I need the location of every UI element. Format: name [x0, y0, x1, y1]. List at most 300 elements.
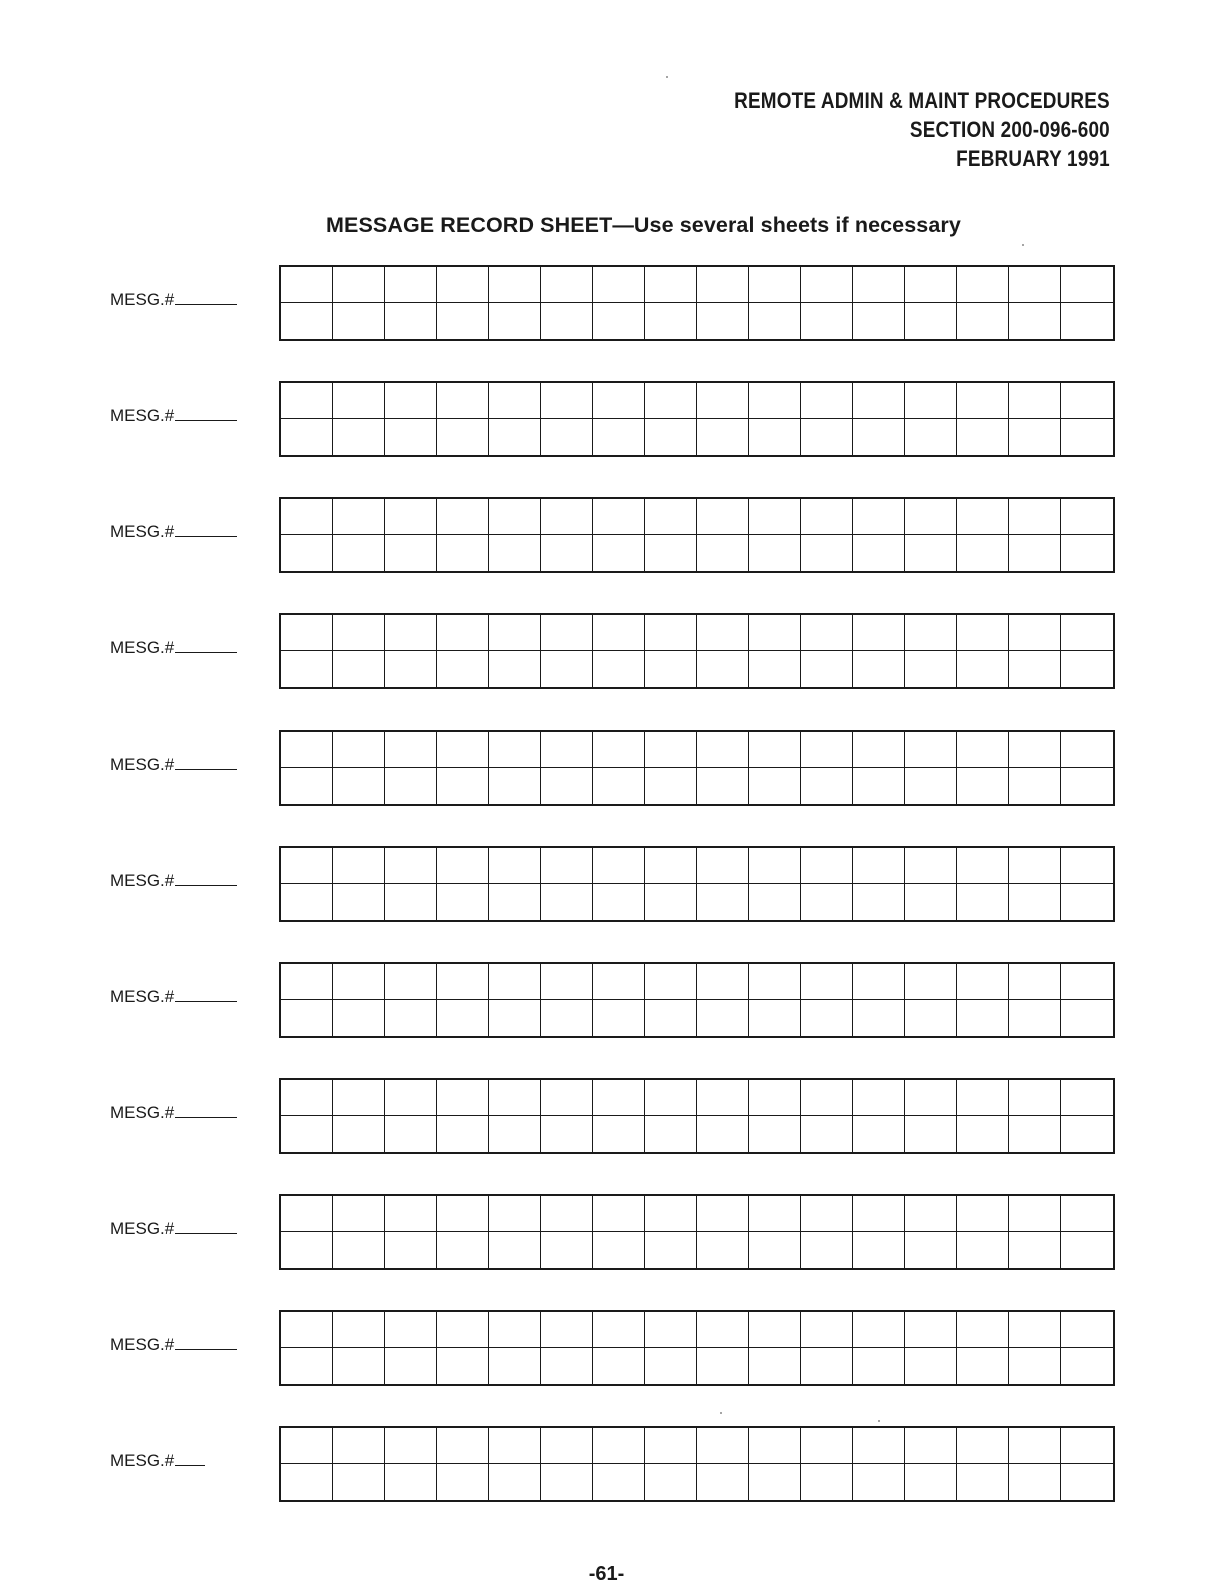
grid-cell[interactable]: [437, 1196, 489, 1232]
grid-cell[interactable]: [801, 419, 853, 455]
grid-cell[interactable]: [749, 1196, 801, 1232]
grid-cell[interactable]: [645, 267, 697, 303]
mesg-number-blank[interactable]: [175, 638, 237, 653]
grid-cell[interactable]: [385, 1080, 437, 1116]
grid-cell[interactable]: [645, 1428, 697, 1464]
grid-cell[interactable]: [281, 1312, 333, 1348]
grid-cell[interactable]: [541, 383, 593, 419]
grid-cell[interactable]: [1061, 383, 1113, 419]
grid-cell[interactable]: [1061, 535, 1113, 571]
grid-cell[interactable]: [385, 1232, 437, 1268]
grid-cell[interactable]: [333, 1232, 385, 1268]
grid-cell[interactable]: [489, 1080, 541, 1116]
grid-cell[interactable]: [749, 1312, 801, 1348]
grid-cell[interactable]: [281, 1348, 333, 1384]
grid-cell[interactable]: [801, 1232, 853, 1268]
grid-cell[interactable]: [437, 732, 489, 768]
grid-cell[interactable]: [957, 964, 1009, 1000]
grid-cell[interactable]: [905, 1000, 957, 1036]
grid-cell[interactable]: [957, 303, 1009, 339]
grid-cell[interactable]: [1061, 964, 1113, 1000]
grid-cell[interactable]: [1061, 884, 1113, 920]
grid-cell[interactable]: [697, 1000, 749, 1036]
grid-cell[interactable]: [1009, 1312, 1061, 1348]
grid-cell[interactable]: [645, 1196, 697, 1232]
grid-cell[interactable]: [385, 535, 437, 571]
grid-cell[interactable]: [957, 499, 1009, 535]
grid-cell[interactable]: [957, 535, 1009, 571]
grid-cell[interactable]: [957, 1196, 1009, 1232]
mesg-number-blank[interactable]: [175, 522, 237, 537]
grid-cell[interactable]: [333, 303, 385, 339]
grid-cell[interactable]: [697, 303, 749, 339]
grid-cell[interactable]: [853, 615, 905, 651]
grid-cell[interactable]: [489, 1464, 541, 1500]
grid-cell[interactable]: [1061, 1464, 1113, 1500]
grid-cell[interactable]: [697, 383, 749, 419]
grid-cell[interactable]: [749, 1464, 801, 1500]
grid-cell[interactable]: [1061, 1348, 1113, 1384]
grid-cell[interactable]: [281, 1232, 333, 1268]
grid-cell[interactable]: [1009, 1464, 1061, 1500]
grid-cell[interactable]: [541, 1196, 593, 1232]
grid-cell[interactable]: [385, 1116, 437, 1152]
grid-cell[interactable]: [437, 1116, 489, 1152]
grid-cell[interactable]: [489, 1196, 541, 1232]
grid-cell[interactable]: [749, 1000, 801, 1036]
grid-cell[interactable]: [697, 732, 749, 768]
grid-cell[interactable]: [541, 651, 593, 687]
grid-cell[interactable]: [957, 1312, 1009, 1348]
grid-cell[interactable]: [749, 383, 801, 419]
grid-cell[interactable]: [333, 732, 385, 768]
grid-cell[interactable]: [853, 1232, 905, 1268]
grid-cell[interactable]: [281, 848, 333, 884]
grid-cell[interactable]: [749, 732, 801, 768]
grid-cell[interactable]: [749, 768, 801, 804]
grid-cell[interactable]: [385, 1196, 437, 1232]
grid-cell[interactable]: [853, 732, 905, 768]
grid-cell[interactable]: [541, 535, 593, 571]
grid-cell[interactable]: [1009, 419, 1061, 455]
grid-cell[interactable]: [281, 768, 333, 804]
grid-cell[interactable]: [853, 383, 905, 419]
grid-cell[interactable]: [1061, 1000, 1113, 1036]
grid-cell[interactable]: [333, 848, 385, 884]
grid-cell[interactable]: [645, 1080, 697, 1116]
grid-cell[interactable]: [385, 383, 437, 419]
grid-cell[interactable]: [489, 615, 541, 651]
grid-cell[interactable]: [697, 535, 749, 571]
grid-cell[interactable]: [1009, 303, 1061, 339]
grid-cell[interactable]: [957, 419, 1009, 455]
grid-cell[interactable]: [801, 964, 853, 1000]
grid-cell[interactable]: [697, 419, 749, 455]
grid-cell[interactable]: [697, 1312, 749, 1348]
grid-cell[interactable]: [645, 1348, 697, 1384]
grid-cell[interactable]: [541, 732, 593, 768]
grid-cell[interactable]: [697, 848, 749, 884]
mesg-number-blank[interactable]: [175, 987, 237, 1002]
grid-cell[interactable]: [697, 768, 749, 804]
grid-cell[interactable]: [437, 535, 489, 571]
grid-cell[interactable]: [593, 1312, 645, 1348]
grid-cell[interactable]: [853, 1080, 905, 1116]
grid-cell[interactable]: [957, 267, 1009, 303]
grid-cell[interactable]: [593, 1232, 645, 1268]
grid-cell[interactable]: [437, 615, 489, 651]
grid-cell[interactable]: [957, 615, 1009, 651]
grid-cell[interactable]: [1009, 964, 1061, 1000]
grid-cell[interactable]: [1009, 1080, 1061, 1116]
grid-cell[interactable]: [697, 499, 749, 535]
grid-cell[interactable]: [801, 1464, 853, 1500]
grid-cell[interactable]: [437, 499, 489, 535]
grid-cell[interactable]: [541, 303, 593, 339]
grid-cell[interactable]: [957, 1232, 1009, 1268]
grid-cell[interactable]: [697, 1348, 749, 1384]
grid-cell[interactable]: [749, 651, 801, 687]
grid-cell[interactable]: [905, 1116, 957, 1152]
grid-cell[interactable]: [593, 964, 645, 1000]
grid-cell[interactable]: [801, 1348, 853, 1384]
mesg-number-blank[interactable]: [175, 755, 237, 770]
grid-cell[interactable]: [385, 303, 437, 339]
grid-cell[interactable]: [749, 303, 801, 339]
grid-cell[interactable]: [437, 651, 489, 687]
grid-cell[interactable]: [801, 499, 853, 535]
grid-cell[interactable]: [385, 1348, 437, 1384]
grid-cell[interactable]: [697, 884, 749, 920]
grid-cell[interactable]: [593, 303, 645, 339]
grid-cell[interactable]: [853, 1116, 905, 1152]
grid-cell[interactable]: [593, 1000, 645, 1036]
grid-cell[interactable]: [749, 267, 801, 303]
mesg-number-blank[interactable]: [175, 871, 237, 886]
grid-cell[interactable]: [593, 615, 645, 651]
grid-cell[interactable]: [489, 1428, 541, 1464]
grid-cell[interactable]: [593, 651, 645, 687]
grid-cell[interactable]: [541, 1000, 593, 1036]
grid-cell[interactable]: [1009, 1116, 1061, 1152]
grid-cell[interactable]: [697, 651, 749, 687]
grid-cell[interactable]: [333, 1116, 385, 1152]
grid-cell[interactable]: [1061, 499, 1113, 535]
grid-cell[interactable]: [333, 383, 385, 419]
grid-cell[interactable]: [905, 1348, 957, 1384]
grid-cell[interactable]: [1009, 768, 1061, 804]
grid-cell[interactable]: [281, 964, 333, 1000]
grid-cell[interactable]: [645, 1232, 697, 1268]
grid-cell[interactable]: [801, 383, 853, 419]
grid-cell[interactable]: [1061, 1116, 1113, 1152]
grid-cell[interactable]: [645, 419, 697, 455]
grid-cell[interactable]: [489, 535, 541, 571]
grid-cell[interactable]: [853, 499, 905, 535]
grid-cell[interactable]: [905, 615, 957, 651]
grid-cell[interactable]: [281, 732, 333, 768]
grid-cell[interactable]: [593, 1116, 645, 1152]
grid-cell[interactable]: [957, 1000, 1009, 1036]
grid-cell[interactable]: [645, 884, 697, 920]
grid-cell[interactable]: [1009, 383, 1061, 419]
grid-cell[interactable]: [541, 848, 593, 884]
grid-cell[interactable]: [333, 1000, 385, 1036]
grid-cell[interactable]: [905, 1428, 957, 1464]
grid-cell[interactable]: [333, 1312, 385, 1348]
grid-cell[interactable]: [697, 1232, 749, 1268]
mesg-number-blank[interactable]: [175, 1451, 205, 1466]
grid-cell[interactable]: [905, 884, 957, 920]
grid-cell[interactable]: [437, 1000, 489, 1036]
grid-cell[interactable]: [801, 1080, 853, 1116]
grid-cell[interactable]: [489, 383, 541, 419]
grid-cell[interactable]: [853, 884, 905, 920]
grid-cell[interactable]: [489, 267, 541, 303]
grid-cell[interactable]: [437, 303, 489, 339]
grid-cell[interactable]: [385, 267, 437, 303]
grid-cell[interactable]: [749, 964, 801, 1000]
grid-cell[interactable]: [801, 651, 853, 687]
grid-cell[interactable]: [853, 768, 905, 804]
grid-cell[interactable]: [905, 964, 957, 1000]
grid-cell[interactable]: [385, 884, 437, 920]
grid-cell[interactable]: [489, 1312, 541, 1348]
grid-cell[interactable]: [1061, 1196, 1113, 1232]
grid-cell[interactable]: [697, 1116, 749, 1152]
grid-cell[interactable]: [1061, 303, 1113, 339]
grid-cell[interactable]: [489, 419, 541, 455]
grid-cell[interactable]: [1061, 615, 1113, 651]
grid-cell[interactable]: [749, 615, 801, 651]
grid-cell[interactable]: [1061, 768, 1113, 804]
grid-cell[interactable]: [749, 848, 801, 884]
grid-cell[interactable]: [645, 768, 697, 804]
grid-cell[interactable]: [697, 1196, 749, 1232]
mesg-number-blank[interactable]: [175, 1103, 237, 1118]
grid-cell[interactable]: [697, 964, 749, 1000]
grid-cell[interactable]: [853, 848, 905, 884]
grid-cell[interactable]: [593, 383, 645, 419]
grid-cell[interactable]: [905, 267, 957, 303]
grid-cell[interactable]: [801, 1116, 853, 1152]
grid-cell[interactable]: [1009, 1348, 1061, 1384]
grid-cell[interactable]: [541, 499, 593, 535]
grid-cell[interactable]: [645, 732, 697, 768]
grid-cell[interactable]: [905, 383, 957, 419]
grid-cell[interactable]: [437, 419, 489, 455]
grid-cell[interactable]: [853, 1464, 905, 1500]
grid-cell[interactable]: [645, 383, 697, 419]
grid-cell[interactable]: [801, 732, 853, 768]
grid-cell[interactable]: [749, 1232, 801, 1268]
grid-cell[interactable]: [905, 1196, 957, 1232]
grid-cell[interactable]: [385, 1428, 437, 1464]
grid-cell[interactable]: [749, 419, 801, 455]
grid-cell[interactable]: [957, 1348, 1009, 1384]
grid-cell[interactable]: [281, 303, 333, 339]
grid-cell[interactable]: [905, 1312, 957, 1348]
grid-cell[interactable]: [1009, 615, 1061, 651]
grid-cell[interactable]: [281, 1116, 333, 1152]
grid-cell[interactable]: [333, 267, 385, 303]
grid-cell[interactable]: [281, 383, 333, 419]
grid-cell[interactable]: [905, 848, 957, 884]
grid-cell[interactable]: [333, 419, 385, 455]
grid-cell[interactable]: [749, 1116, 801, 1152]
grid-cell[interactable]: [1009, 848, 1061, 884]
grid-cell[interactable]: [489, 768, 541, 804]
grid-cell[interactable]: [489, 1348, 541, 1384]
grid-cell[interactable]: [593, 1464, 645, 1500]
grid-cell[interactable]: [593, 267, 645, 303]
grid-cell[interactable]: [333, 964, 385, 1000]
grid-cell[interactable]: [437, 768, 489, 804]
grid-cell[interactable]: [853, 1196, 905, 1232]
grid-cell[interactable]: [853, 1348, 905, 1384]
grid-cell[interactable]: [853, 1000, 905, 1036]
grid-cell[interactable]: [593, 535, 645, 571]
grid-cell[interactable]: [333, 768, 385, 804]
grid-cell[interactable]: [1061, 1232, 1113, 1268]
grid-cell[interactable]: [281, 884, 333, 920]
grid-cell[interactable]: [645, 1312, 697, 1348]
grid-cell[interactable]: [645, 848, 697, 884]
mesg-number-blank[interactable]: [175, 1335, 237, 1350]
grid-cell[interactable]: [489, 1000, 541, 1036]
grid-cell[interactable]: [281, 419, 333, 455]
grid-cell[interactable]: [385, 848, 437, 884]
grid-cell[interactable]: [905, 651, 957, 687]
grid-cell[interactable]: [541, 1348, 593, 1384]
grid-cell[interactable]: [957, 1116, 1009, 1152]
grid-cell[interactable]: [853, 1312, 905, 1348]
grid-cell[interactable]: [489, 732, 541, 768]
grid-cell[interactable]: [905, 768, 957, 804]
grid-cell[interactable]: [905, 303, 957, 339]
grid-cell[interactable]: [645, 1116, 697, 1152]
grid-cell[interactable]: [645, 499, 697, 535]
grid-cell[interactable]: [281, 615, 333, 651]
mesg-number-blank[interactable]: [175, 406, 237, 421]
grid-cell[interactable]: [801, 535, 853, 571]
grid-cell[interactable]: [541, 1428, 593, 1464]
grid-cell[interactable]: [1009, 535, 1061, 571]
grid-cell[interactable]: [1061, 419, 1113, 455]
grid-cell[interactable]: [1061, 1428, 1113, 1464]
grid-cell[interactable]: [541, 884, 593, 920]
grid-cell[interactable]: [905, 499, 957, 535]
grid-cell[interactable]: [385, 732, 437, 768]
grid-cell[interactable]: [541, 1312, 593, 1348]
grid-cell[interactable]: [281, 1196, 333, 1232]
grid-cell[interactable]: [697, 615, 749, 651]
grid-cell[interactable]: [957, 848, 1009, 884]
grid-cell[interactable]: [749, 499, 801, 535]
grid-cell[interactable]: [1061, 1312, 1113, 1348]
grid-cell[interactable]: [957, 768, 1009, 804]
grid-cell[interactable]: [905, 732, 957, 768]
grid-cell[interactable]: [489, 1116, 541, 1152]
grid-cell[interactable]: [801, 1428, 853, 1464]
grid-cell[interactable]: [593, 1080, 645, 1116]
grid-cell[interactable]: [593, 499, 645, 535]
grid-cell[interactable]: [437, 1428, 489, 1464]
grid-cell[interactable]: [541, 267, 593, 303]
grid-cell[interactable]: [385, 1312, 437, 1348]
grid-cell[interactable]: [489, 884, 541, 920]
grid-cell[interactable]: [489, 499, 541, 535]
grid-cell[interactable]: [385, 615, 437, 651]
grid-cell[interactable]: [697, 1080, 749, 1116]
grid-cell[interactable]: [593, 884, 645, 920]
grid-cell[interactable]: [541, 419, 593, 455]
grid-cell[interactable]: [1009, 1196, 1061, 1232]
grid-cell[interactable]: [801, 1196, 853, 1232]
mesg-number-blank[interactable]: [175, 290, 237, 305]
grid-cell[interactable]: [853, 651, 905, 687]
grid-cell[interactable]: [645, 303, 697, 339]
grid-cell[interactable]: [385, 651, 437, 687]
mesg-number-blank[interactable]: [175, 1219, 237, 1234]
grid-cell[interactable]: [437, 1232, 489, 1268]
grid-cell[interactable]: [489, 964, 541, 1000]
grid-cell[interactable]: [437, 848, 489, 884]
grid-cell[interactable]: [801, 884, 853, 920]
grid-cell[interactable]: [645, 1000, 697, 1036]
grid-cell[interactable]: [1009, 651, 1061, 687]
grid-cell[interactable]: [333, 884, 385, 920]
grid-cell[interactable]: [333, 1080, 385, 1116]
grid-cell[interactable]: [333, 1196, 385, 1232]
grid-cell[interactable]: [593, 848, 645, 884]
grid-cell[interactable]: [697, 267, 749, 303]
grid-cell[interactable]: [1061, 651, 1113, 687]
grid-cell[interactable]: [593, 1196, 645, 1232]
grid-cell[interactable]: [385, 419, 437, 455]
grid-cell[interactable]: [905, 535, 957, 571]
grid-cell[interactable]: [957, 884, 1009, 920]
grid-cell[interactable]: [905, 1080, 957, 1116]
grid-cell[interactable]: [749, 884, 801, 920]
grid-cell[interactable]: [957, 732, 1009, 768]
grid-cell[interactable]: [281, 1464, 333, 1500]
grid-cell[interactable]: [801, 615, 853, 651]
grid-cell[interactable]: [333, 651, 385, 687]
grid-cell[interactable]: [437, 267, 489, 303]
grid-cell[interactable]: [1061, 848, 1113, 884]
grid-cell[interactable]: [957, 383, 1009, 419]
grid-cell[interactable]: [281, 267, 333, 303]
grid-cell[interactable]: [801, 267, 853, 303]
grid-cell[interactable]: [1009, 1000, 1061, 1036]
grid-cell[interactable]: [593, 768, 645, 804]
grid-cell[interactable]: [1009, 1428, 1061, 1464]
grid-cell[interactable]: [437, 1464, 489, 1500]
grid-cell[interactable]: [1061, 732, 1113, 768]
grid-cell[interactable]: [541, 964, 593, 1000]
grid-cell[interactable]: [385, 499, 437, 535]
grid-cell[interactable]: [645, 651, 697, 687]
grid-cell[interactable]: [1009, 1232, 1061, 1268]
grid-cell[interactable]: [541, 615, 593, 651]
grid-cell[interactable]: [333, 535, 385, 571]
grid-cell[interactable]: [853, 267, 905, 303]
grid-cell[interactable]: [1009, 732, 1061, 768]
grid-cell[interactable]: [281, 1428, 333, 1464]
grid-cell[interactable]: [905, 1232, 957, 1268]
grid-cell[interactable]: [801, 303, 853, 339]
